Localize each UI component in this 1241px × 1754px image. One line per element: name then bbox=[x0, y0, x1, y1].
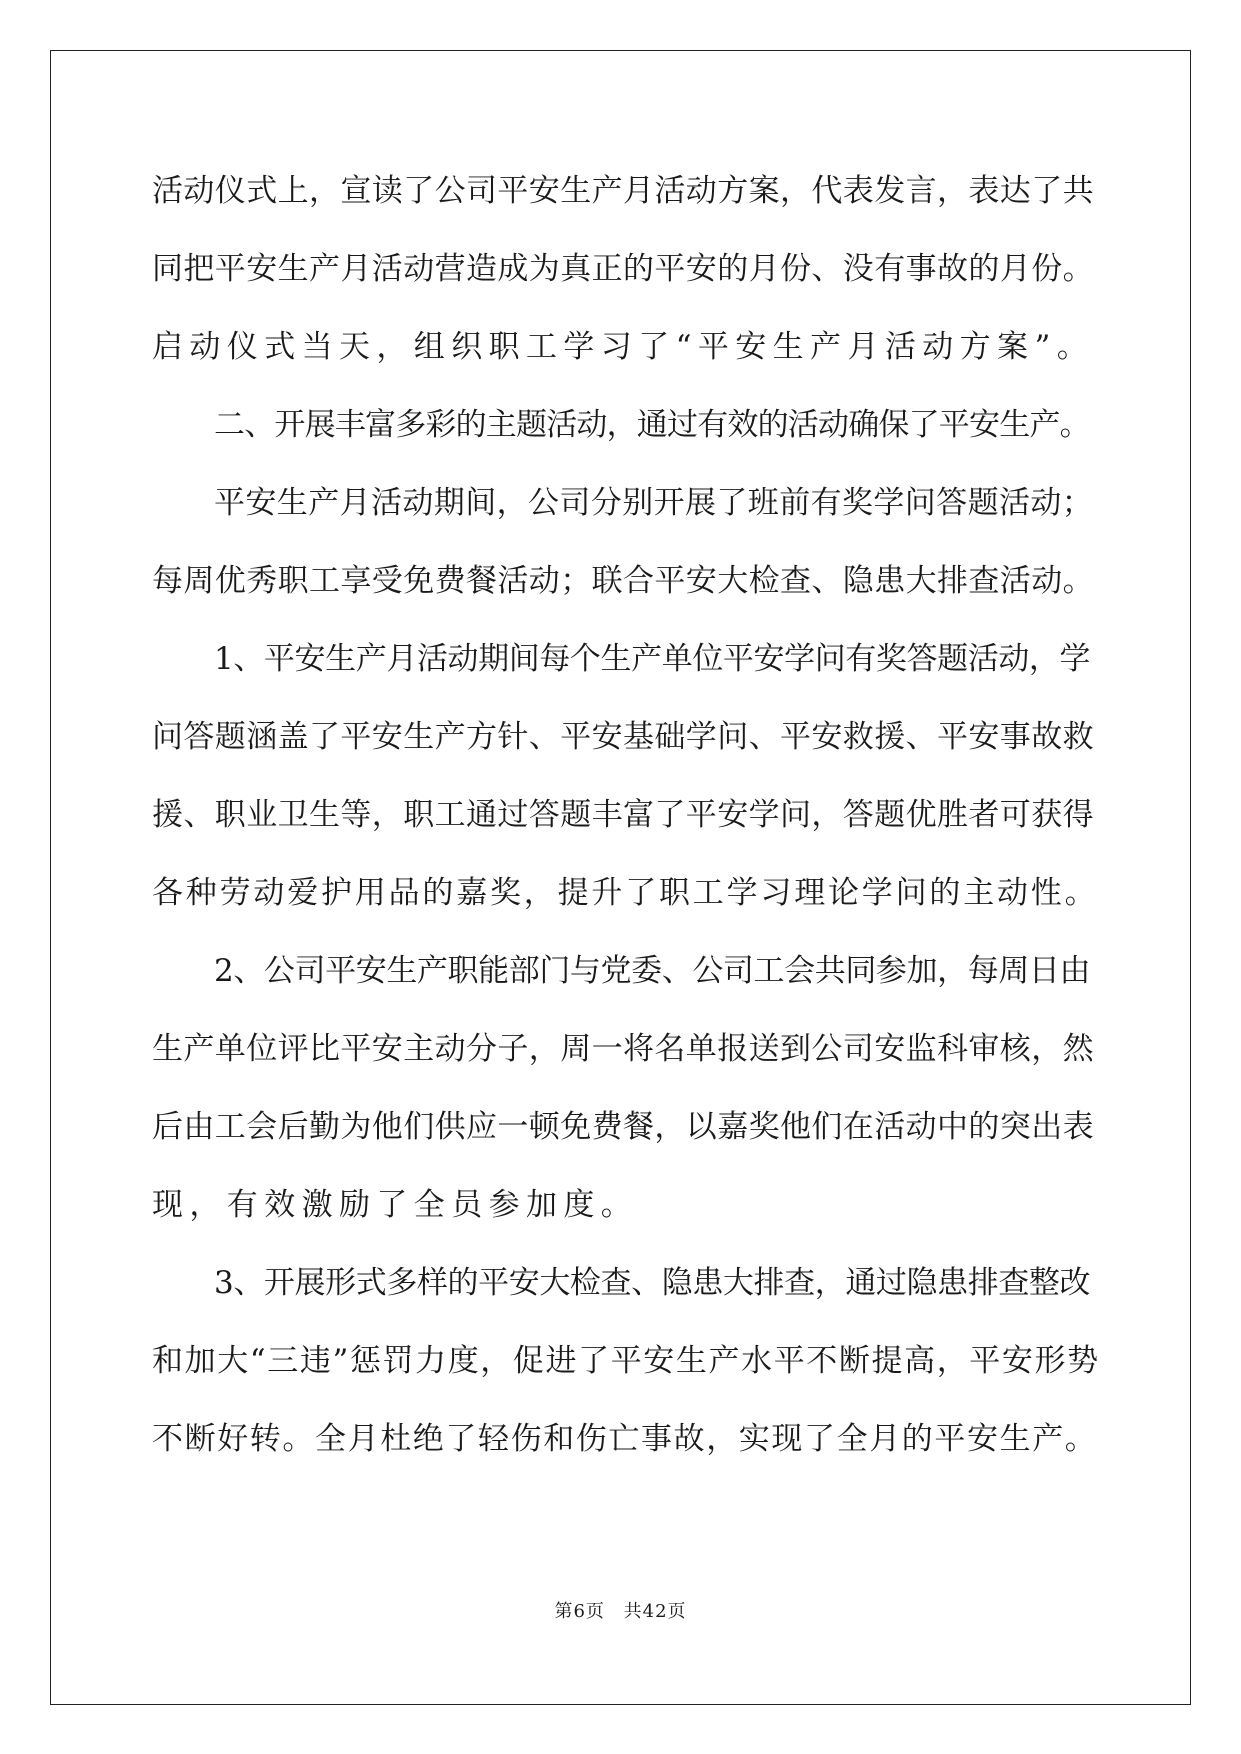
page-footer bbox=[0, 1597, 1241, 1623]
text-line: 启动仪式当天，组织职工学习了“平安生产月活动方案”。 bbox=[152, 329, 1095, 365]
text-line: 援、职业卫生等，职工通过答题丰富了平安学问，答题优胜者可获得 bbox=[152, 797, 1094, 833]
text-line: 2、公司平安生产职能部门与党委、公司工会共同参加，每周日由 bbox=[214, 953, 1091, 989]
text-line: 不断好转。全月杜绝了轻伤和伤亡事故，实现了全月的平安生产。 bbox=[152, 1421, 1098, 1457]
text-line: 二、开展丰富多彩的主题活动，通过有效的活动确保了平安生产。 bbox=[214, 407, 1090, 443]
page-total: 共42页 bbox=[623, 1601, 687, 1622]
page-number: 第6页 bbox=[554, 1601, 605, 1622]
text-line: 每周优秀职工享受免费餐活动；联合平安大检查、隐患大排查活动。 bbox=[152, 563, 1094, 599]
text-line: 平安生产月活动期间，公司分别开展了班前有奖学问答题活动； bbox=[214, 485, 1094, 521]
text-line: 1、平安生产月活动期间每个生产单位平安学问有奖答题活动，学 bbox=[214, 641, 1091, 677]
text-line: 问答题涵盖了平安生产方针、平安基础学问、平安救援、平安事故救 bbox=[152, 719, 1094, 755]
text-line: 3、开展形式多样的平安大检查、隐患大排查，通过隐患排查整改 bbox=[214, 1265, 1091, 1301]
text-line: 各种劳动爱护用品的嘉奖，提升了职工学习理论学问的主动性。 bbox=[152, 875, 1099, 911]
text-line: 生产单位评比平安主动分子，周一将名单报送到公司安监科审核，然 bbox=[152, 1031, 1094, 1067]
text-line: 活动仪式上，宣读了公司平安生产月活动方案，代表发言，表达了共 bbox=[152, 173, 1094, 209]
text-line: 同把平安生产月活动营造成为真正的平安的月份、没有事故的月份。 bbox=[152, 251, 1094, 287]
text-line: 和加大“三违”惩罚力度，促进了平安生产水平不断提高，平安形势 bbox=[152, 1343, 1100, 1379]
text-line: 现，有效激励了全员参加度。 bbox=[152, 1187, 639, 1223]
text-line: 后由工会后勤为他们供应一顿免费餐，以嘉奖他们在活动中的突出表 bbox=[152, 1109, 1094, 1145]
